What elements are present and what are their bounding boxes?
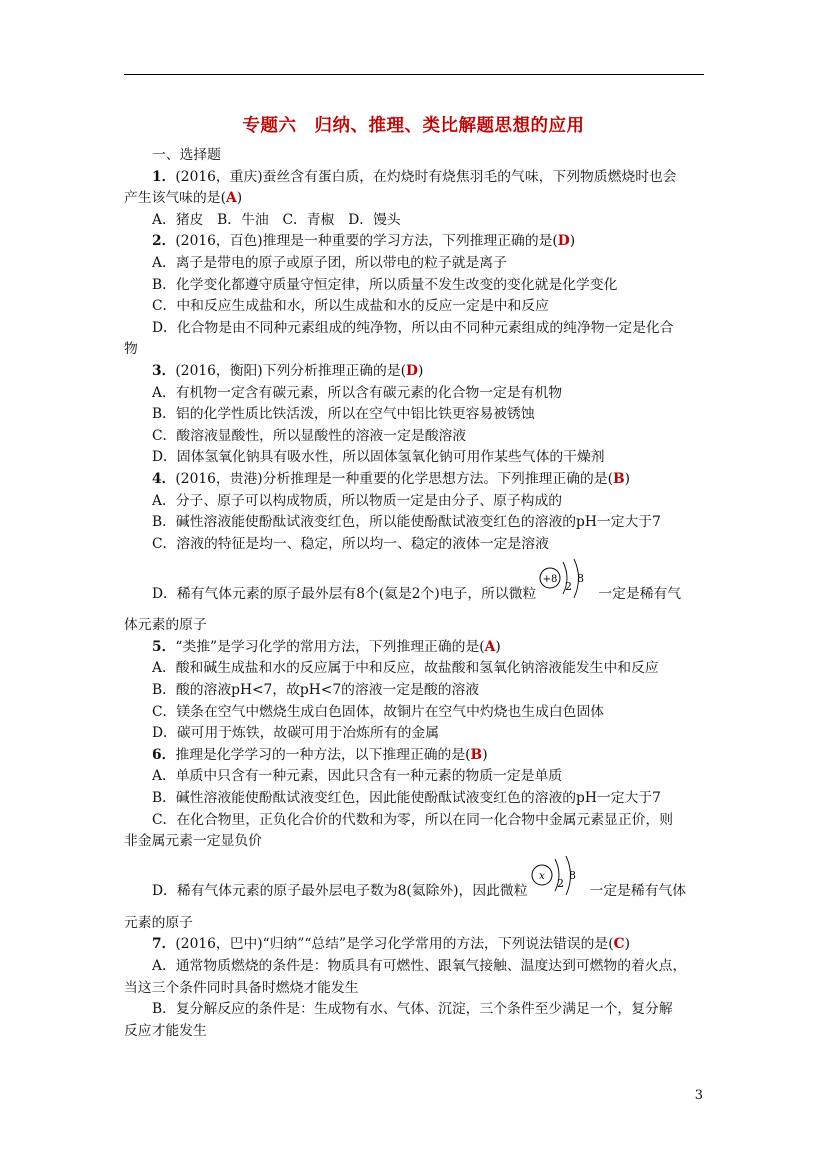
question-6-stem: 6．推理是化学学习的一种方法，以下推理正确的是(B) [152,746,488,763]
atom-shell-2-label: 8 [568,869,576,883]
question-4-stem: 4．(2016，贵港)分析推理是一种重要的化学思想方法。下列推理正确的是(B) [152,470,631,487]
question-2-option-d: D．化合物是由不同种元素组成的纯净物，所以由不同种元素组成的纯净物一定是化合 [152,319,674,336]
question-5-option-c: C．镁条在空气中燃烧生成白色固体，故铜片在空气中灼烧也生成白色固体 [152,703,605,720]
question-6-option-d-cont: 元素的原子 [124,914,193,931]
page-number: 3 [694,1088,703,1103]
question-list [124,145,704,1042]
question-1-options: A．猪皮 B．牛油 C．青椒 D．馒头 [152,211,401,228]
question-6-option-c: C．在化合物里，正负化合价的代数和为零，所以在同一化合物中金属元素显正价，则 [152,811,674,828]
question-3-option-a: A．有机物一定含有碳元素，所以含有碳元素的化合物一定是有机物 [152,384,563,401]
question-5-option-b: B．酸的溶液pH<7，故pH<7的溶液一定是酸的溶液 [152,682,480,699]
question-3-stem: 3．(2016，衡阳)下列分析推理正确的是(D) [152,362,424,379]
question-5-option-d: D．碳可用于炼铁，故碳可用于冶炼所有的金属 [152,725,439,742]
question-2-option-a: A．离子是带电的原子或原子团，所以带电的粒子就是离子 [152,254,507,271]
question-2-option-c: C．中和反应生成盐和水，所以生成盐和水的反应一定是中和反应 [152,298,549,315]
question-6-option-a: A．单质中只含有一种元素，因此只含有一种元素的物质一定是单质 [152,768,563,785]
atom-shell-2-label: 8 [577,571,585,585]
answer-7: C [613,936,625,953]
question-7-option-a-cont: 当这三个条件同时具备时燃烧才能发生 [124,979,359,996]
atom-shell-1-label: 2 [565,579,573,593]
atom-structure-diagram [538,558,596,612]
atom-nucleus-label: x [538,871,545,883]
answer-2: D [557,233,570,250]
answer-1: A [225,190,237,207]
question-4-option-d-cont: 体元素的原子 [124,617,207,634]
question-7-option-b-cont: 反应才能发生 [124,1022,207,1039]
header-rule [124,74,704,75]
section-heading: 一、选择题 [152,147,221,163]
atom-nucleus-label: +8 [542,573,558,585]
question-5-stem: 5．“类推”是学习化学的常用方法，下列推理正确的是(A) [152,638,501,655]
question-6-option-c-cont: 非金属元素一定显负价 [124,833,262,850]
question-4-option-c: C．溶液的特征是均一、稳定，所以均一、稳定的液体一定是溶液 [152,535,549,552]
question-7-option-a: A．通常物质燃烧的条件是：物质具有可燃性、跟氧气接触、温度达到可燃物的着火点， [152,958,687,974]
answer-6: B [470,746,483,763]
question-6-option-b: B．碱性溶液能使酚酞试液变红色，因此能使酚酞试液变红色的溶液的pH一定大于7 [152,790,661,807]
question-1-stem-cont: 产生该气味的是(A) [124,190,243,207]
atom-shell-1-label: 2 [556,877,564,891]
page-title: 专题六 归纳、推理、类比解题思想的应用 [242,116,585,136]
question-7-option-b: B．复分解反应的条件是：生成物有水、气体、沉淀，三个条件至少满足一个，复分解 [152,1001,673,1018]
question-2-option-d-cont: 物 [124,341,138,358]
question-4-option-d: D．稀有气体元素的原子最外层有8个(氦是2个)电子，所以微粒 +8 2 8 一定是稀有气 [124,555,704,615]
question-3-option-d: D．固体氢氧化钠具有吸水性，所以固体氢氧化钠可用作某些气体的干燥剂 [152,449,605,466]
answer-4: B [612,470,625,487]
answer-3: D [406,362,418,379]
question-7-stem: 7．(2016，巴中)“归纳”“总结”是学习化学常用的方法，下列说法错误的是(C) [152,936,630,953]
question-5-option-a: A．酸和碱生成盐和水的反应属于中和反应，故盐酸和氢氧化钠溶液能发生中和反应 [152,660,659,677]
atom-structure-diagram [530,855,588,909]
question-2-option-b: B．化学变化都遵守质量守恒定律，所以质量不发生改变的变化就是化学变化 [152,276,618,293]
question-1-stem: 1．(2016，重庆)蚕丝含有蛋白质，在灼烧时有烧焦羽毛的气味，下列物质燃烧时也会 [152,168,677,185]
question-2-stem: 2．(2016，百色)推理是一种重要的学习方法，下列推理正确的是(D) [152,233,576,250]
question-4-option-b: B．碱性溶液能使酚酞试液变红色，所以能使酚酞试液变红色的溶液的pH一定大于7 [152,514,661,531]
answer-5: A [484,638,496,655]
question-3-option-b: B．铝的化学性质比铁活泼，所以在空气中铝比铁更容易被锈蚀 [152,406,535,423]
question-4-option-a: A．分子、原子可以构成物质，所以物质一定是由分子、原子构成的 [152,492,563,509]
question-6-option-d: D．稀有气体元素的原子最外层电子数为8(氦除外)，因此微粒 x 2 8 一定是稀有气体 [124,853,704,913]
question-3-option-c: C．酸溶液显酸性，所以显酸性的溶液一定是酸溶液 [152,427,467,444]
